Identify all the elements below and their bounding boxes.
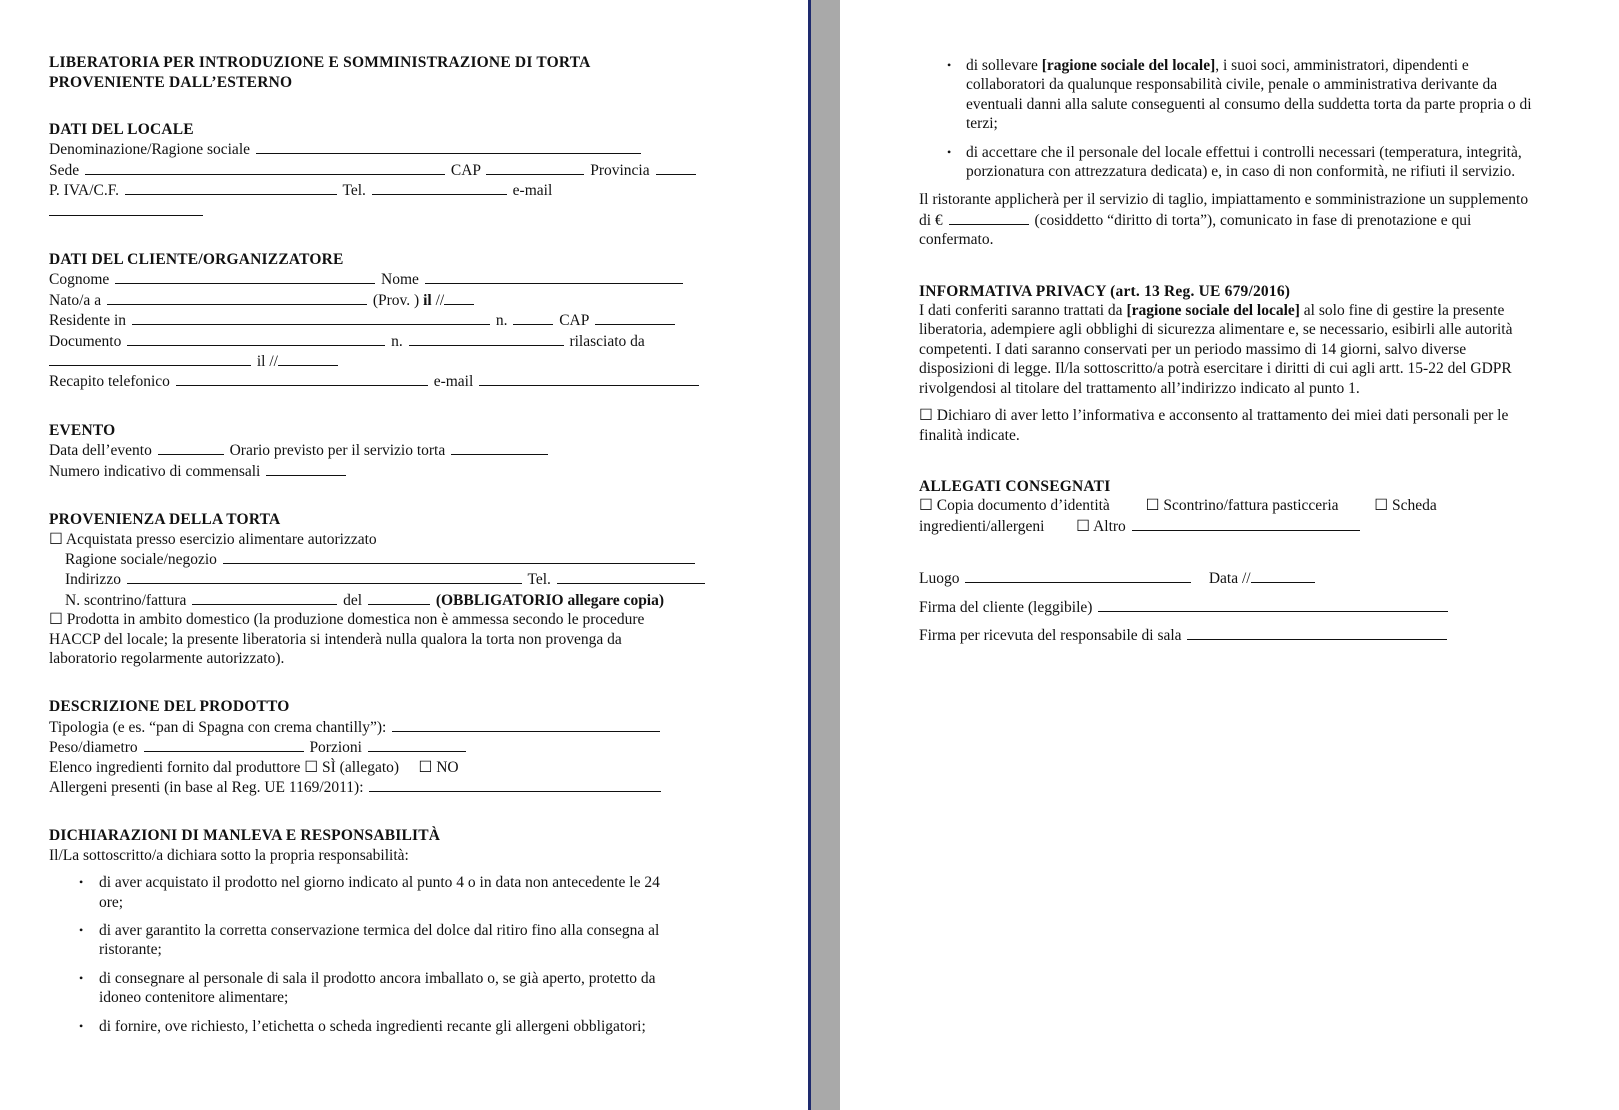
field-luogo-data[interactable]: Luogo Data // <box>919 568 1599 588</box>
document-page-right <box>840 0 1619 1110</box>
field-data-evento[interactable]: Data dell’evento Orario previsto per il servizio torta <box>49 440 749 460</box>
checkbox-altro[interactable]: ☐ Altro <box>1076 517 1126 535</box>
field-scontrino[interactable]: N. scontrino/fattura del (OBBLIGATORIO allegare copia) <box>65 591 665 609</box>
section-heading-allegati: ALLEGATI CONSEGNATI <box>919 477 1111 495</box>
field-piva[interactable]: P. IVA/C.F. Tel. e-mail <box>49 182 553 200</box>
list-item: • di sollevare [ragione sociale del locale], i suoi soci, amministratori, dipendenti e collaboratori da qualunque responsabilità civile, penale o amministrativa derivante da eventuali danni alla salute conseguenti al consumo della suddetta torta da parte propria o di terzi; <box>947 57 1532 133</box>
section-heading-cliente: DATI DEL CLIENTE/ORGANIZZATORE <box>49 251 344 269</box>
field-altro[interactable] <box>1132 516 1360 531</box>
field-firma-responsabile[interactable]: Firma per ricevuta del responsabile di sala <box>919 625 1599 645</box>
field-ragione-negozio[interactable]: Ragione sociale/negozio <box>49 549 749 569</box>
page-gutter <box>808 0 840 1110</box>
list-item: • di aver garantito la corretta conservazione termica del dolce dal ritiro fino alla consegna al ristorante; <box>79 922 660 959</box>
field-indirizzo[interactable]: Indirizzo Tel. <box>49 569 749 589</box>
list-item: • di consegnare al personale di sala il prodotto ancora imballato o, se già aperto, protetto da idoneo contenitore alimentare; <box>79 969 656 1007</box>
checkbox-consenso-privacy[interactable]: ☐ Dichiaro di aver letto l’informativa e acconsento al trattamento dei miei dati personali per le finalità indicate. <box>919 407 1509 444</box>
document-title: LIBERATORIA PER INTRODUZIONE E SOMMINISTRAZIONE DI TORTA PROVENIENTE DALL’ESTERNO <box>49 54 591 91</box>
page-right-content: • di sollevare [ragione sociale del locale], i suoi soci, amministratori, dipendenti e collaboratori da qualunque responsabilità civile, penale o amministrativa derivante da eventuali danni alla salute conseguenti al consumo della suddetta torta da parte propria o di terzi; • di accettare che il personale del locale effettui i controlli necessari (temperatura, integrità, porzionatura con attrezzatura dedicata) e, in caso di non conformità, ne rifiuti il servizio. Il ristorante applicherà per il servizio di taglio, impiattamento e somministrazione un supplemento di € (cosiddetto “diritto di torta”), comunicato in fase di prenotazione e qui confermato. INFORMATIVA PRIVACY (art. 13 Reg. UE 679/2016) I dati conferiti saranno trattati da [ragione sociale del locale] al solo fine di gestire la presente liberatoria, adempiere agli obblighi di sicurezza alimentare e, se necessario, esibirli alle autorità competenti. I dati saranno conservati per un periodo massimo di 14 giorni, salvo diverse disposizioni di legge. Il/la sottoscritto/a potrà esercitare i diritti di cui agli artt. 15-22 del GDPR rivolgendosi al titolare del trattamento all’indirizzo indicato al punto 1. ☐ Dichiaro di aver letto l’informativa e acconsento al trattamento dei miei dati personali per le finalità indicate. ALLEGATI CONSEGNATI ☐ Copia documento d’identità ☐ Scontrino/fattura pasticceria ☐ Scheda ingredienti/allergeni ☐ Altro Luogo Data // Firma del cliente (leggibile) Firma per ricevuta del responsabile di sala <box>919 56 1599 645</box>
section-heading-prodotto: DESCRIZIONE DEL PRODOTTO <box>49 698 290 716</box>
checkbox-si[interactable]: ☐ SÌ (allegato) <box>304 758 400 776</box>
field-residente[interactable]: Residente in n. CAP <box>49 310 749 330</box>
checkbox-scontrino[interactable]: ☐ Scontrino/fattura pasticceria <box>1145 497 1339 515</box>
section-heading-privacy: INFORMATIVA PRIVACY (art. 13 Reg. UE 679/2016) <box>919 282 1291 300</box>
field-email-locale[interactable] <box>49 201 749 221</box>
checkbox-acquistata[interactable]: ☐ Acquistata presso esercizio alimentare autorizzato <box>49 530 377 548</box>
field-supplemento[interactable]: di € (cosiddetto “diritto di torta”), comunicato in fase di prenotazione e qui <box>919 211 1472 229</box>
document-page-left <box>0 0 808 1110</box>
page-divider <box>808 0 811 1110</box>
checkbox-copia-documento[interactable]: ☐ Copia documento d’identità <box>919 497 1110 515</box>
field-denominazione[interactable]: Denominazione/Ragione sociale <box>49 139 749 159</box>
field-sede[interactable]: Sede CAP Provincia <box>49 160 749 180</box>
section-heading-provenienza: PROVENIENZA DELLA TORTA <box>49 511 281 529</box>
list-item: • di fornire, ove richiesto, l’etichetta o scheda ingredienti recante gli allergeni obbligatori; <box>79 1017 646 1035</box>
list-item: • di accettare che il personale del locale effettui i controlli necessari (temperatura, integrità, porzionatura con attrezzatura dedicata) e, in caso di non conformità, ne rifiuti il servizio. <box>947 143 1522 181</box>
manleva-list-continued <box>919 56 1599 181</box>
section-heading-evento: EVENTO <box>49 421 116 439</box>
field-commensali[interactable]: Numero indicativo di commensali <box>49 461 749 481</box>
field-rilasciato-data[interactable]: il // <box>49 351 749 371</box>
manleva-intro: Il/La sottoscritto/a dichiara sotto la propria responsabilità: <box>49 846 409 864</box>
field-recapito[interactable]: Recapito telefonico e-mail <box>49 371 749 391</box>
field-elenco-ingredienti[interactable]: Elenco ingredienti fornito dal produttore ☐ SÌ (allegato) ☐ NO <box>49 758 459 776</box>
field-documento[interactable]: Documento n. rilasciato da <box>49 332 645 350</box>
field-nato[interactable]: Nato/a a (Prov. ) il // <box>49 290 749 310</box>
field-peso[interactable]: Peso/diametro Porzioni <box>49 737 749 757</box>
checkbox-no[interactable]: ☐ NO <box>418 758 459 776</box>
supplemento-paragraph: Il ristorante applicherà per il servizio di taglio, impiattamento e somministrazione un supplemento di € (cosiddetto “diritto di torta”), comunicato in fase di prenotazione e qui confermato. <box>919 190 1599 249</box>
page-left-content <box>49 53 749 1045</box>
field-cognome[interactable]: Cognome Nome <box>49 269 749 289</box>
field-allergeni[interactable]: Allergeni presenti (in base al Reg. UE 1169/2011): <box>49 777 749 797</box>
privacy-paragraph: I dati conferiti saranno trattati da [ragione sociale del locale] al solo fine di gestire la presente liberatoria, adempiere agli obblighi di sicurezza alimentare e, se necessario, esibirli alle autorità competenti. I dati saranno conservati per un periodo massimo di 14 giorni, salvo diverse disposizioni di legge. Il/la sottoscritto/a potrà esercitare i diritti di cui agli artt. 15-22 del GDPR rivolgendosi al titolare del trattamento all’indirizzo indicato al punto 1. <box>919 302 1513 397</box>
section-heading-manleva: DICHIARAZIONI DI MANLEVA E RESPONSABILITÀ <box>49 827 441 845</box>
field-firma-cliente[interactable]: Firma del cliente (leggibile) <box>919 597 1599 617</box>
checkbox-domestica[interactable]: ☐ Prodotta in ambito domestico (la produzione domestica non è ammessa secondo le procedure HACCP del locale; la presente liberatoria si intenderà nulla qualora la torta non provenga da laboratorio regolarmente autorizzato). <box>49 611 645 667</box>
field-tipologia[interactable]: Tipologia (e es. “pan di Spagna con crema chantilly”): <box>49 717 749 737</box>
section-heading-locale: DATI DEL LOCALE <box>49 121 194 138</box>
checkbox-scheda[interactable]: ☐ Scheda <box>1374 497 1437 515</box>
manleva-list <box>49 873 749 1036</box>
list-item: • di aver acquistato il prodotto nel giorno indicato al punto 4 o in data non antecedente le 24 ore; <box>79 874 660 911</box>
